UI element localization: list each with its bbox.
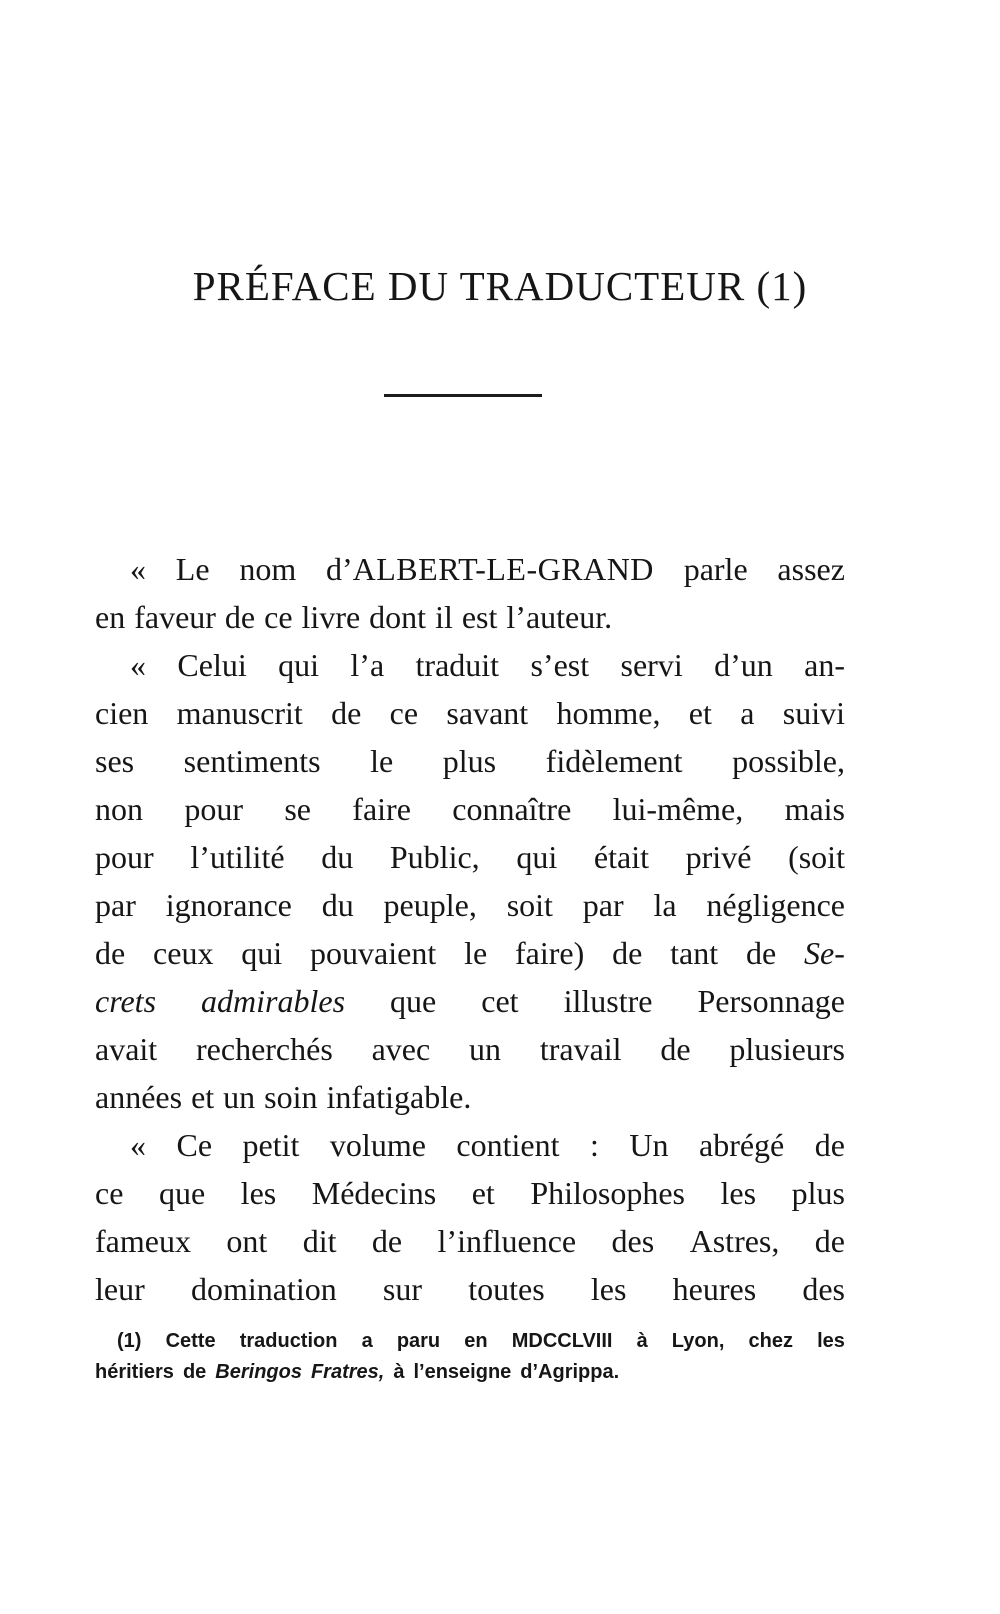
title-rule (384, 394, 542, 397)
body-line: « Celui qui l’a traduit s’est servi d’un an- (130, 647, 845, 683)
body-line: « Le nom d’ALBERT-LE-GRAND parle assez (130, 551, 845, 587)
body-line: en faveur de ce livre dont il est l’auteur. (95, 599, 613, 635)
footnote-line: (1) Cette traduction a paru en MDCCLVIII à Lyon, chez les (117, 1330, 845, 1352)
body-line: par ignorance du peuple, soit par la négligence (95, 887, 845, 923)
body-line: cien manuscrit de ce savant homme, et a suivi (95, 695, 845, 731)
body-line: de ceux qui pouvaient le faire) de tant de Se- (95, 935, 845, 971)
body-line: fameux ont dit de l’influence des Astres, de (95, 1223, 845, 1259)
body-line: années et un soin infatigable. (95, 1079, 472, 1115)
body-line: pour l’utilité du Public, qui était privé (soit (95, 839, 845, 875)
body-line: leur domination sur toutes les heures des (95, 1271, 845, 1307)
preface-body (95, 545, 845, 1313)
body-line: ses sentiments le plus fidèlement possible, (95, 743, 845, 779)
body-line: ce que les Médecins et Philosophes les plus (95, 1175, 845, 1211)
body-line: « Ce petit volume contient : Un abrégé de (130, 1127, 845, 1163)
footnote-line: héritiers de Beringos Fratres, à l’enseigne d’Agrippa. (95, 1361, 620, 1383)
body-line: avait recherchés avec un travail de plusieurs (95, 1031, 845, 1067)
body-line: non pour se faire connaître lui-même, mais (95, 791, 845, 827)
preface-heading: PRÉFACE DU TRADUCTEUR (1) (192, 263, 808, 309)
footnote (95, 1326, 845, 1388)
body-line: crets admirables que cet illustre Personnage (95, 983, 845, 1019)
author-name: ALBERT-LE-GRAND (352, 551, 654, 587)
